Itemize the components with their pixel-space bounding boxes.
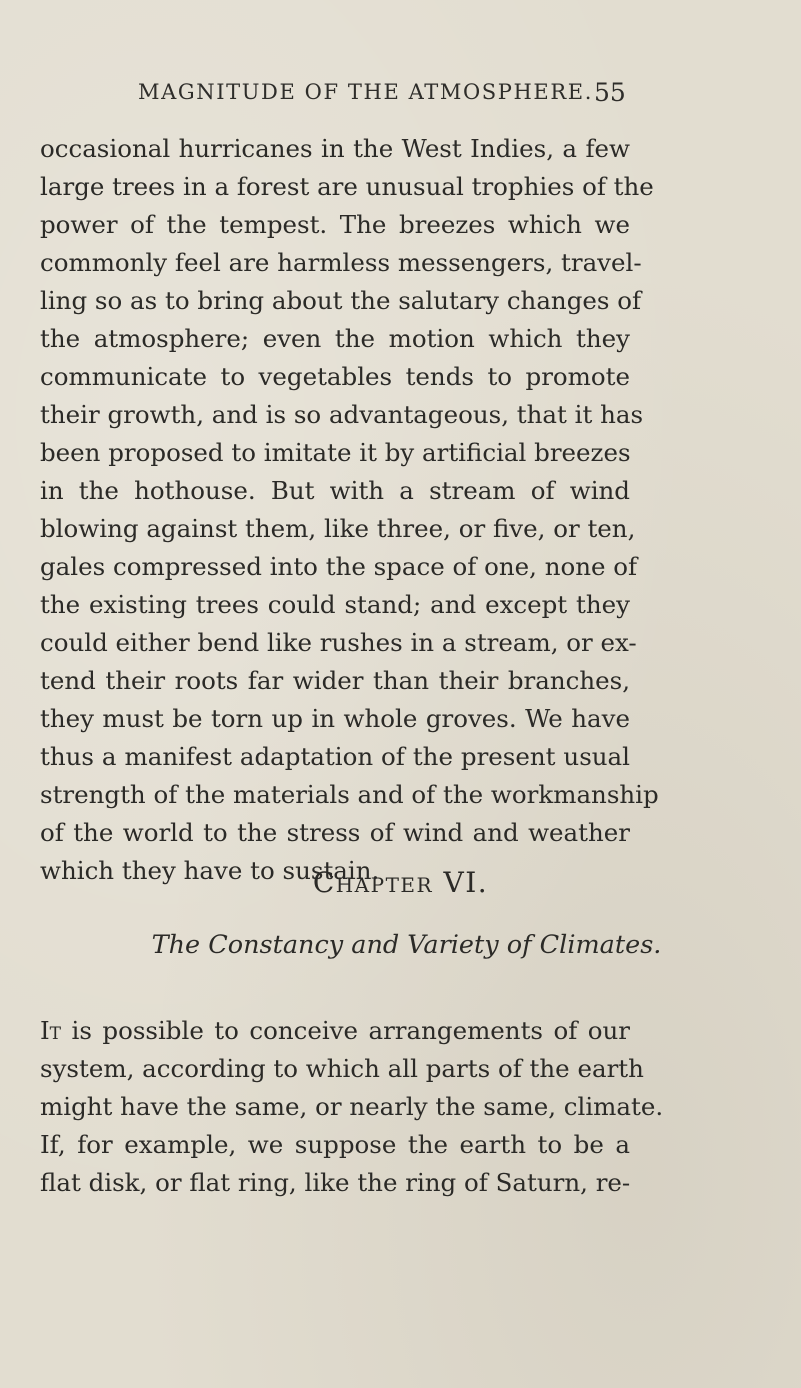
text-line: If, for example, we suppose the earth to be a	[40, 1130, 630, 1159]
text-line: which they have to sustain.	[40, 856, 380, 885]
text-line: gales compressed into the space of one, none of	[40, 552, 638, 581]
chapter-heading-text: Chapter VI.	[312, 866, 489, 899]
text-line: they must be torn up in whole groves. We have	[40, 704, 630, 733]
text-line: tend their roots far wider than their branches,	[40, 666, 630, 695]
text-line: in the hothouse. But with a stream of wind	[40, 476, 630, 505]
running-title: MAGNITUDE OF THE ATMOSPHERE.	[138, 80, 593, 104]
text-line: power of the tempest. The breezes which we	[40, 210, 630, 239]
text-line: their growth, and is so advantageous, that it has	[40, 400, 644, 429]
text-line: thus a manifest adaptation of the present usual	[40, 742, 630, 771]
text-line: could either bend like rushes in a stream, or ex-	[40, 628, 637, 657]
page-number: 55	[594, 78, 626, 107]
text-line-first	[40, 1012, 630, 1050]
text-line: been proposed to imitate it by artificial breezes	[40, 438, 631, 467]
chapter-subtitle: The Constancy and Variety of Climates.	[151, 930, 662, 960]
text-line: might have the same, or nearly the same, climate.	[40, 1092, 664, 1121]
text-line-remainder: is possible to conceive arrangements of our	[61, 1016, 630, 1045]
text-line: occasional hurricanes in the West Indies, a few	[40, 134, 630, 163]
running-head	[0, 80, 801, 120]
text-line: large trees in a forest are unusual trophies of the	[40, 172, 654, 201]
text-line: ling so as to bring about the salutary changes of	[40, 286, 642, 315]
text-line: of the world to the stress of wind and weather	[40, 818, 630, 847]
text-line: blowing against them, like three, or five, or ten,	[40, 514, 636, 543]
text-line: commonly feel are harmless messengers, travel-	[40, 248, 642, 277]
text-line: flat disk, or flat ring, like the ring of Saturn, re-	[40, 1168, 631, 1197]
text-line: communicate to vegetables tends to promote	[40, 362, 630, 391]
text-line: strength of the materials and of the workmanship	[40, 780, 659, 809]
text-line: system, according to which all parts of the earth	[40, 1054, 644, 1083]
text-line: the existing trees could stand; and except they	[40, 590, 630, 619]
text-line: the atmosphere; even the motion which they	[40, 324, 630, 353]
chapter-heading	[0, 866, 801, 899]
opening-word: It	[40, 1016, 62, 1045]
